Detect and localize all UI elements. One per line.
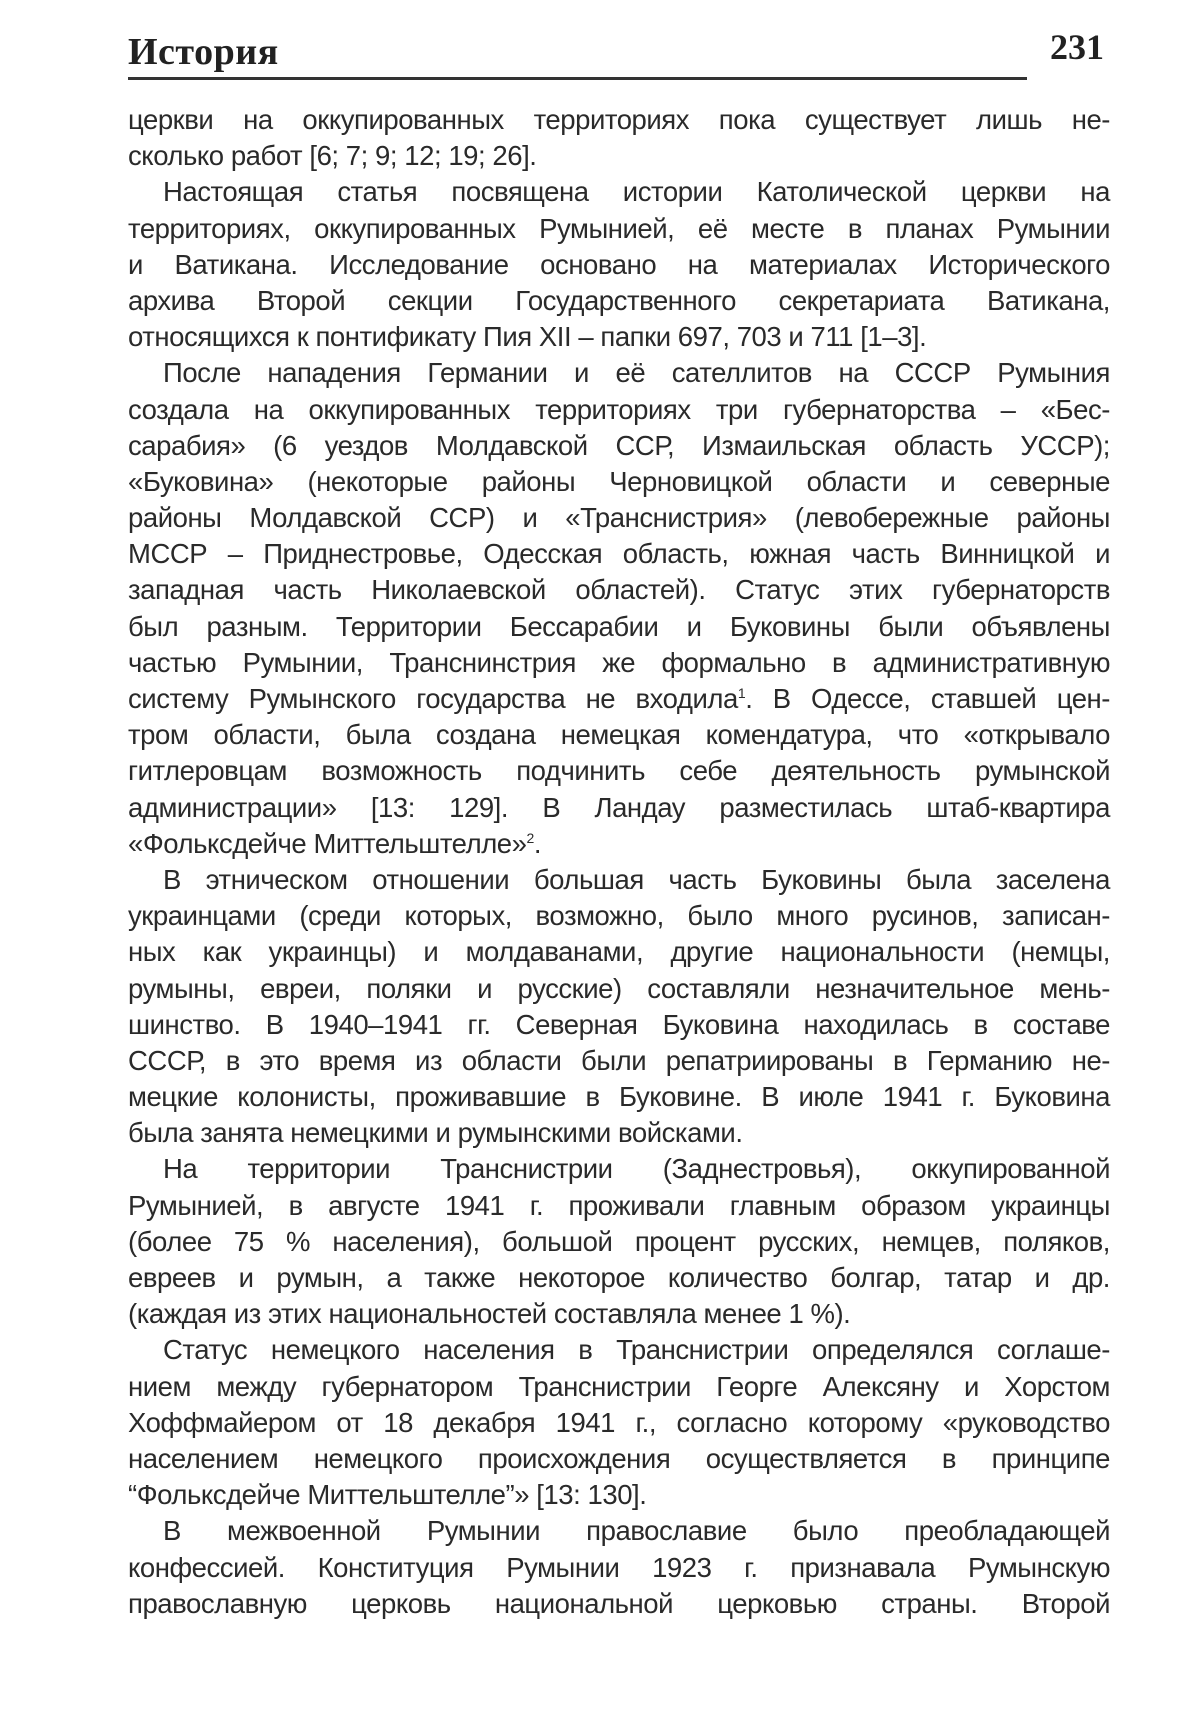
text-line [128, 934, 1110, 970]
text-line [128, 826, 1110, 862]
text-line-content: евреев и румын, а также некоторое количество болгар, татар и др. [128, 1262, 1110, 1293]
text-line [128, 1151, 1110, 1187]
text-line-content: «Фольксдейче Миттельштелле» [128, 827, 527, 859]
text-line [128, 1405, 1110, 1441]
text-line [128, 1296, 1110, 1332]
text-line-content: После нападения Германии и её сателлитов на СССР Румыния [163, 357, 1110, 389]
text-line [128, 500, 1110, 536]
text-line-content: администрации» [13: 129]. В Ландау разместилась штаб-квартира [128, 791, 1110, 823]
text-line-content: шинство. В 1940–1941 гг. Северная Буковина находилась в составе [128, 1008, 1110, 1040]
text-line-content: церкви на оккупированных территориях пока существует лишь не- [128, 104, 1110, 135]
text-line-content: был разным. Территории Бессарабии и Буковины были объявлены [128, 610, 1110, 642]
text-line-content: СССР, в это время из области были репатриированы в Германию не- [128, 1044, 1110, 1076]
text-line [128, 1586, 1110, 1622]
text-line-content: Хоффмайером от 18 декабря 1941 г., согласно которому «руководство [128, 1406, 1110, 1438]
text-line-content: сколько работ [6; 7; 9; 12; 19; 26]. [128, 140, 537, 172]
text-line [128, 898, 1110, 934]
section-title: История [128, 31, 279, 73]
text-line [128, 1115, 1110, 1151]
text-line [128, 971, 1110, 1007]
text-line [128, 1224, 1110, 1260]
text-line [128, 1477, 1110, 1513]
text-line-content: тром области, была создана немецкая комендатура, что «открывало [128, 719, 1110, 751]
header-rule [128, 77, 1027, 80]
text-line-content: (каждая из этих национальностей составляла менее 1 %). [128, 1298, 851, 1330]
text-line-content: частью Румынии, Транснинстрия же формально в административную [128, 646, 1110, 678]
text-line [128, 102, 1110, 138]
text-line [128, 211, 1110, 247]
text-line-continuation: . В Одессе, ставшей цен- [745, 683, 1110, 714]
text-line [128, 138, 1110, 174]
text-line [128, 247, 1110, 283]
text-line-content: Настоящая статья посвящена истории Католической церкви на [163, 176, 1110, 208]
text-line-content: была занята немецкими и румынскими войсками. [128, 1117, 743, 1149]
text-line-content: (более 75 % населения), большой процент русских, немцев, поляков, [128, 1225, 1110, 1257]
text-line-content: архива Второй секции Государственного секретариата Ватикана, [128, 284, 1110, 316]
text-line-content: румыны, евреи, поляки и русские) составляли незначительное мень- [128, 972, 1110, 1004]
text-line-content: гитлеровцам возможность подчинить себе деятельность румынской [128, 755, 1110, 787]
text-line [128, 862, 1110, 898]
text-line-content: украинцами (среди которых, возможно, было много русинов, записан- [128, 900, 1110, 932]
text-line [128, 1513, 1110, 1549]
text-line [128, 1079, 1110, 1115]
footnote-marker: 2 [526, 829, 534, 846]
footnote-marker: 1 [737, 685, 746, 701]
text-line-content: относящихся к понтификату Пия XII – папки 697, 703 и 711 [1–3]. [128, 321, 927, 353]
text-line [128, 753, 1110, 789]
text-line [128, 1369, 1110, 1405]
text-line-content: В этническом отношении большая часть Буковины была заселена [163, 863, 1110, 895]
text-line-content: МССР – Приднестровье, Одесская область, южная часть Винницкой и [128, 538, 1110, 570]
page-number: 231 [1050, 27, 1104, 67]
text-line-content: создала на оккупированных территориях три губернаторства – «Бес- [128, 393, 1110, 425]
text-line-content: западная часть Николаевской областей). Статус этих губернаторств [128, 574, 1110, 606]
text-line [128, 1188, 1110, 1224]
text-line [128, 681, 1110, 717]
text-line [128, 1550, 1110, 1586]
text-line [128, 645, 1110, 681]
text-line [128, 174, 1110, 210]
text-line-content: систему Румынского государства не входила [128, 683, 738, 714]
text-line-content: В межвоенной Румынии православие было преобладающей [163, 1515, 1110, 1547]
text-line-content: мецкие колонисты, проживавшие в Буковине. В июле 1941 г. Буковина [128, 1081, 1110, 1113]
text-line-content: православную церковь национальной церковью страны. Второй [128, 1587, 1110, 1619]
text-line-content: “Фольксдейче Миттельштелле”» [13: 130]. [128, 1479, 647, 1511]
text-line [128, 790, 1110, 826]
text-line-content: территориях, оккупированных Румынией, её месте в планах Румынии [128, 212, 1110, 244]
text-line-content: сарабия» (6 уездов Молдавской ССР, Измаильская область УССР); [128, 429, 1110, 461]
text-line-content: нием между губернатором Транснистрии Георге Алексяну и Хорстом [128, 1370, 1110, 1402]
text-line-content: Румынией, в августе 1941 г. проживали главным образом украинцы [128, 1189, 1110, 1221]
text-line-continuation: . [533, 827, 542, 859]
text-line [128, 464, 1110, 500]
text-line [128, 392, 1110, 428]
text-line-content: населением немецкого происхождения осуществляется в принципе [128, 1442, 1110, 1474]
text-line [128, 717, 1110, 753]
text-line [128, 319, 1110, 355]
text-line-content: Статус немецкого населения в Транснистрии определялся соглаше- [163, 1334, 1110, 1366]
text-line [128, 572, 1110, 608]
text-line-content: конфессией. Конституция Румынии 1923 г. признавала Румынскую [128, 1551, 1110, 1583]
text-line [128, 1441, 1110, 1477]
text-line-content: районы Молдавской ССР) и «Транснистрия» (левобережные районы [128, 502, 1110, 534]
text-line-content: «Буковина» (некоторые районы Черновицкой области и северные [128, 465, 1110, 497]
text-line [128, 1260, 1110, 1296]
text-line [128, 1007, 1110, 1043]
text-line-content: и Ватикана. Исследование основано на материалах Исторического [128, 248, 1110, 280]
text-line [128, 355, 1110, 391]
text-line [128, 428, 1110, 464]
text-line [128, 1043, 1110, 1079]
text-line [128, 536, 1110, 572]
body-text [128, 102, 1110, 1622]
text-line [128, 1332, 1110, 1368]
text-line-content: На территории Транснистрии (Заднестровья), оккупированной [163, 1153, 1110, 1185]
text-line [128, 609, 1110, 645]
text-line [128, 283, 1110, 319]
text-line-content: ных как украинцы) и молдаванами, другие национальности (немцы, [128, 936, 1110, 968]
